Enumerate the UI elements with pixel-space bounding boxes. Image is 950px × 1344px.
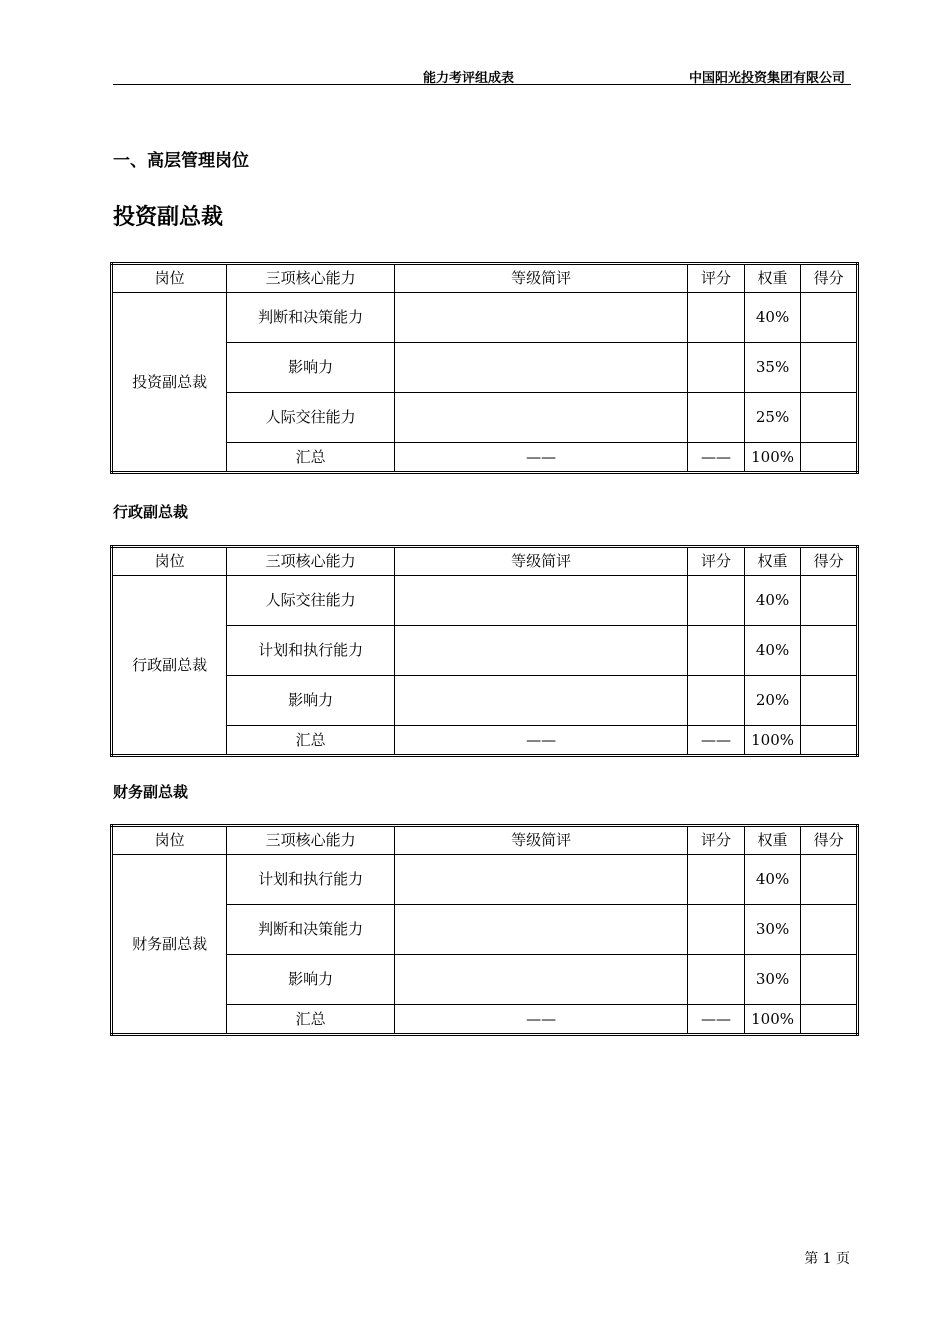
weight-cell: 40% bbox=[744, 576, 801, 626]
header-description: 等级简评 bbox=[395, 547, 688, 576]
description-cell bbox=[395, 905, 688, 955]
summary-rating: —— bbox=[688, 1005, 745, 1035]
summary-description: —— bbox=[395, 726, 688, 756]
summary-score bbox=[801, 1005, 858, 1035]
summary-label: 汇总 bbox=[227, 726, 395, 756]
weight-cell: 30% bbox=[744, 905, 801, 955]
score-cell bbox=[801, 626, 858, 676]
header-doc-title: 能力考评组成表 bbox=[423, 71, 515, 86]
section-title: 一、高层管理岗位 bbox=[113, 151, 249, 171]
header-position: 岗位 bbox=[112, 264, 227, 293]
capability-cell: 人际交往能力 bbox=[227, 576, 395, 626]
position-cell: 行政副总裁 bbox=[112, 576, 227, 756]
score-cell bbox=[801, 576, 858, 626]
position-cell: 投资副总裁 bbox=[112, 293, 227, 473]
summary-label: 汇总 bbox=[227, 443, 395, 473]
weight-cell: 20% bbox=[744, 676, 801, 726]
capability-cell: 判断和决策能力 bbox=[227, 293, 395, 343]
weight-cell: 35% bbox=[744, 343, 801, 393]
summary-rating: —— bbox=[688, 726, 745, 756]
description-cell bbox=[395, 955, 688, 1005]
score-cell bbox=[801, 393, 858, 443]
rating-cell bbox=[688, 905, 745, 955]
header-position: 岗位 bbox=[112, 826, 227, 855]
summary-rating: —— bbox=[688, 443, 745, 473]
header-rating: 评分 bbox=[688, 547, 745, 576]
header-description: 等级简评 bbox=[395, 264, 688, 293]
header-capability: 三项核心能力 bbox=[227, 547, 395, 576]
table-header-row bbox=[112, 547, 858, 576]
capability-cell: 影响力 bbox=[227, 955, 395, 1005]
summary-label: 汇总 bbox=[227, 1005, 395, 1035]
summary-score bbox=[801, 443, 858, 473]
header-score: 得分 bbox=[801, 826, 858, 855]
description-cell bbox=[395, 576, 688, 626]
description-cell bbox=[395, 293, 688, 343]
table-row bbox=[112, 576, 858, 626]
capability-cell: 计划和执行能力 bbox=[227, 855, 395, 905]
evaluation-table-2 bbox=[110, 545, 859, 757]
table-header-row bbox=[112, 264, 858, 293]
rating-cell bbox=[688, 393, 745, 443]
description-cell bbox=[395, 626, 688, 676]
header-weight: 权重 bbox=[744, 826, 801, 855]
capability-cell: 影响力 bbox=[227, 343, 395, 393]
rating-cell bbox=[688, 676, 745, 726]
rating-cell bbox=[688, 626, 745, 676]
header-rating: 评分 bbox=[688, 826, 745, 855]
header-capability: 三项核心能力 bbox=[227, 264, 395, 293]
rating-cell bbox=[688, 955, 745, 1005]
description-cell bbox=[395, 676, 688, 726]
header-description: 等级简评 bbox=[395, 826, 688, 855]
table-3-title: 财务副总裁 bbox=[113, 783, 189, 801]
weight-cell: 40% bbox=[744, 293, 801, 343]
header-capability: 三项核心能力 bbox=[227, 826, 395, 855]
weight-cell: 30% bbox=[744, 955, 801, 1005]
header-company: 中国阳光投资集团有限公司 bbox=[688, 71, 845, 86]
summary-weight: 100% bbox=[744, 726, 801, 756]
summary-weight: 100% bbox=[744, 1005, 801, 1035]
table-header-row bbox=[112, 826, 858, 855]
weight-cell: 25% bbox=[744, 393, 801, 443]
score-cell bbox=[801, 955, 858, 1005]
header-weight: 权重 bbox=[744, 264, 801, 293]
score-cell bbox=[801, 905, 858, 955]
position-cell: 财务副总裁 bbox=[112, 855, 227, 1035]
header-score: 得分 bbox=[801, 264, 858, 293]
weight-cell: 40% bbox=[744, 855, 801, 905]
table-1-title: 投资副总裁 bbox=[113, 205, 224, 230]
description-cell bbox=[395, 393, 688, 443]
table-row bbox=[112, 855, 858, 905]
rating-cell bbox=[688, 855, 745, 905]
rating-cell bbox=[688, 343, 745, 393]
capability-cell: 判断和决策能力 bbox=[227, 905, 395, 955]
score-cell bbox=[801, 293, 858, 343]
score-cell bbox=[801, 343, 858, 393]
evaluation-table-1 bbox=[110, 262, 859, 474]
table-row bbox=[112, 293, 858, 343]
weight-cell: 40% bbox=[744, 626, 801, 676]
capability-cell: 影响力 bbox=[227, 676, 395, 726]
score-cell bbox=[801, 855, 858, 905]
header-position: 岗位 bbox=[112, 547, 227, 576]
header-score: 得分 bbox=[801, 547, 858, 576]
description-cell bbox=[395, 343, 688, 393]
table-2-title: 行政副总裁 bbox=[113, 503, 189, 521]
rating-cell bbox=[688, 293, 745, 343]
page-header bbox=[113, 62, 851, 85]
rating-cell bbox=[688, 576, 745, 626]
header-weight: 权重 bbox=[744, 547, 801, 576]
evaluation-table-3 bbox=[110, 824, 859, 1036]
page-number: 第 1 页 bbox=[804, 1251, 850, 1267]
capability-cell: 人际交往能力 bbox=[227, 393, 395, 443]
description-cell bbox=[395, 855, 688, 905]
header-rating: 评分 bbox=[688, 264, 745, 293]
capability-cell: 计划和执行能力 bbox=[227, 626, 395, 676]
score-cell bbox=[801, 676, 858, 726]
summary-description: —— bbox=[395, 443, 688, 473]
summary-description: —— bbox=[395, 1005, 688, 1035]
summary-score bbox=[801, 726, 858, 756]
summary-weight: 100% bbox=[744, 443, 801, 473]
